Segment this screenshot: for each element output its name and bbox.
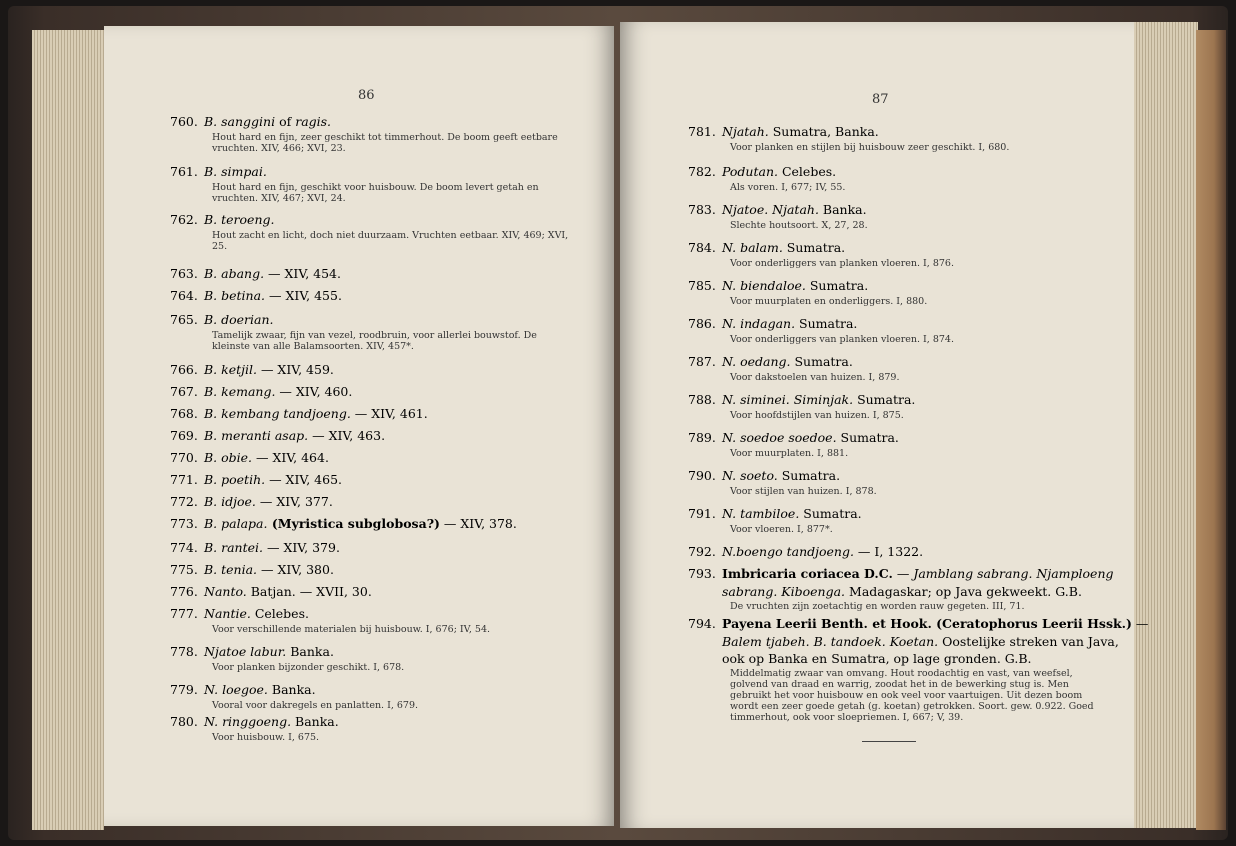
local-name: B. ketjil. bbox=[204, 362, 257, 377]
local-name: N. indagan. bbox=[722, 316, 796, 331]
local-name: B. sanggini bbox=[204, 114, 276, 129]
entry-number: 792. bbox=[688, 544, 716, 559]
entry-line bbox=[170, 472, 342, 487]
entry-description: Voor vloeren. I, 877*. bbox=[730, 524, 833, 535]
entry-number: 767. bbox=[170, 384, 198, 399]
local-name: N. balam. bbox=[722, 240, 783, 255]
entry-description: Hout hard en fijn, zeer geschikt tot timmerhout. De boom geeft eetbare vruchten. XIV, 466; XVI, 23. bbox=[212, 132, 558, 154]
entry-description: Vooral voor dakregels en panlatten. I, 679. bbox=[212, 700, 419, 711]
entry-text: Sumatra. bbox=[805, 278, 869, 293]
entry-text: Sumatra. bbox=[799, 506, 862, 521]
local-name: Nanto. bbox=[204, 584, 247, 599]
entry-line bbox=[170, 406, 428, 421]
entry-number: 790. bbox=[688, 468, 716, 483]
entry-line bbox=[170, 714, 339, 729]
entry-description: Voor planken en stijlen bij huisbouw zeer geschikt. I, 680. bbox=[730, 142, 1010, 153]
entry-number: 791. bbox=[688, 506, 716, 521]
entry-description: Voor hoofdstijlen van huizen. I, 875. bbox=[730, 410, 904, 421]
local-name: B. tenia. bbox=[204, 562, 258, 577]
local-name: B. teroeng. bbox=[204, 212, 275, 227]
local-name: B. meranti asap. bbox=[204, 428, 309, 443]
entry-number: 766. bbox=[170, 362, 198, 377]
local-name: B. palapa. bbox=[204, 516, 268, 531]
entry-text: Sumatra. bbox=[790, 354, 853, 369]
entry-number: 760. bbox=[170, 114, 198, 129]
entry-line bbox=[688, 430, 899, 445]
page-edges-left bbox=[32, 30, 104, 830]
entry-number: 793. bbox=[688, 566, 716, 581]
entry-number: 785. bbox=[688, 278, 716, 293]
local-name: N. ringgoeng. bbox=[204, 714, 292, 729]
entry-line bbox=[170, 494, 333, 509]
local-name: Jamblang sabrang. Njamploeng bbox=[913, 566, 1114, 581]
entry-number: 789. bbox=[688, 430, 716, 445]
entry-line bbox=[688, 392, 915, 407]
entry-number: 779. bbox=[170, 682, 198, 697]
entry-text: Banka. bbox=[291, 714, 339, 729]
entry-description: Voor muurplaten. I, 881. bbox=[730, 448, 849, 459]
local-name: N. soeto. bbox=[722, 468, 778, 483]
entry-text: Celebes. bbox=[250, 606, 309, 621]
local-name: sabrang. Kiboenga. bbox=[722, 584, 846, 599]
entry-description: Hout hard en fijn, geschikt voor huisbouw. De boom levert getah en vruchten. XIV, 467; XVI, 24. bbox=[212, 182, 539, 204]
local-name: Njatoe. Njatah. bbox=[722, 202, 819, 217]
local-name: B. simpai. bbox=[204, 164, 267, 179]
entry-text: Banka. bbox=[818, 202, 867, 217]
entry-text: Sumatra. bbox=[853, 392, 916, 407]
entry-number: 761. bbox=[170, 164, 198, 179]
entry-number: 768. bbox=[170, 406, 198, 421]
entry-text: — bbox=[1131, 616, 1149, 631]
entry-number: 780. bbox=[170, 714, 198, 729]
entry-text: — XIV, 465. bbox=[265, 472, 343, 487]
entry-text: Banka. bbox=[286, 644, 334, 659]
page-number: 86 bbox=[358, 88, 375, 103]
entry-line bbox=[170, 312, 274, 327]
entry-number: 763. bbox=[170, 266, 198, 281]
entry-number: 781. bbox=[688, 124, 716, 139]
local-name: N. soedoe soedoe. bbox=[722, 430, 837, 445]
entry-description: Voor planken bijzonder geschikt. I, 678. bbox=[212, 662, 405, 673]
entry-line bbox=[688, 202, 867, 217]
local-name: B. rantei. bbox=[204, 540, 264, 555]
entry-text: — XIV, 455. bbox=[265, 288, 342, 303]
entry-number: 774. bbox=[170, 540, 198, 555]
local-name: B. abang. bbox=[204, 266, 265, 281]
local-name: Njatoe labur. bbox=[204, 644, 287, 659]
entry-line bbox=[170, 114, 331, 129]
entry-line bbox=[170, 450, 329, 465]
entry-text: Madagaskar; op Java gekweekt. G.B. bbox=[845, 584, 1082, 599]
entry-text: of bbox=[275, 114, 296, 129]
entry-text: — XIV, 379. bbox=[263, 540, 340, 555]
entry-description: Middelmatig zwaar van omvang. Hout roodachtig en vast, van weefsel, golvend van draad en warrig, zoodat het in de bewerking stug is. Men gebruikt het voor huisbouw en ook veel voor vaartuigen. Uit dezen boom wordt een zeer goede getah (g. koetan) getrokken. Soort. gew. 0.922. Goed timmerhout, ook voor sloepriemen. I, 667; V, 39. bbox=[730, 668, 1094, 723]
local-name: Podutan. bbox=[722, 164, 778, 179]
scientific-name: (Myristica subglobosa?) bbox=[267, 516, 440, 531]
entry-line bbox=[170, 682, 316, 697]
entry-line bbox=[170, 644, 334, 659]
local-name: N. tambiloe. bbox=[722, 506, 800, 521]
entry-line bbox=[688, 164, 836, 179]
entry-line bbox=[170, 164, 267, 179]
entry-number: 788. bbox=[688, 392, 716, 407]
entry-text: ook op Banka en Sumatra, op lage gronden. G.B. bbox=[722, 651, 1032, 666]
entry-line bbox=[688, 316, 857, 331]
entry-text: — I, 1322. bbox=[853, 544, 924, 559]
local-name: N. biendaloe. bbox=[722, 278, 806, 293]
entry-line bbox=[688, 544, 923, 559]
entry-text: — XIV, 459. bbox=[256, 362, 334, 377]
entry-line bbox=[170, 266, 341, 281]
entry-line bbox=[722, 584, 1082, 599]
entry-line bbox=[170, 384, 352, 399]
entry-text: Banka. bbox=[267, 682, 316, 697]
local-name: Njatah. bbox=[722, 124, 769, 139]
leather-binding bbox=[1196, 30, 1226, 830]
entry-number: 771. bbox=[170, 472, 198, 487]
local-name: N. siminei. Siminjak. bbox=[722, 392, 854, 407]
local-name: Balem tjabeh. B. tandoek. Koetan. bbox=[722, 634, 939, 649]
entry-text: Sumatra. bbox=[836, 430, 899, 445]
entry-line bbox=[722, 634, 1119, 649]
entry-description: Voor stijlen van huizen. I, 878. bbox=[730, 486, 877, 497]
local-name: B. poetih. bbox=[204, 472, 266, 487]
entry-line bbox=[688, 354, 853, 369]
local-name: B. kembang tandjoeng. bbox=[204, 406, 351, 421]
entry-number: 786. bbox=[688, 316, 716, 331]
entry-line bbox=[170, 428, 385, 443]
entry-number: 777. bbox=[170, 606, 198, 621]
local-name: B. betina. bbox=[204, 288, 266, 303]
entry-line bbox=[688, 468, 840, 483]
entry-text: Sumatra, Banka. bbox=[768, 124, 879, 139]
page-number: 87 bbox=[872, 92, 889, 107]
local-name: N.boengo tandjoeng. bbox=[722, 544, 854, 559]
entry-text: — XIV, 464. bbox=[252, 450, 329, 465]
entry-line bbox=[688, 124, 879, 139]
entry-text: — XIV, 461. bbox=[350, 406, 428, 421]
entry-text: Oostelijke streken van Java, bbox=[938, 634, 1119, 649]
entry-line bbox=[170, 212, 274, 227]
entry-number: 784. bbox=[688, 240, 716, 255]
entry-number: 772. bbox=[170, 494, 198, 509]
local-name: N. loegoe. bbox=[204, 682, 268, 697]
entry-line bbox=[688, 278, 868, 293]
entry-description: Tamelijk zwaar, fijn van vezel, roodbruin, voor allerlei bouwstof. De kleinste van alle Balamsoorten. XIV, 457*. bbox=[212, 330, 537, 352]
entry-text: — bbox=[892, 566, 914, 581]
entry-line bbox=[688, 506, 862, 521]
entry-description: Voor onderliggers van planken vloeren. I, 874. bbox=[730, 334, 954, 345]
entry-number: 775. bbox=[170, 562, 198, 577]
entry-number: 769. bbox=[170, 428, 198, 443]
scientific-name: Payena Leerii Benth. et Hook. (Ceratophorus Leerii Hssk.) bbox=[722, 616, 1132, 631]
entry-description: Voor muurplaten en onderliggers. I, 880. bbox=[730, 296, 928, 307]
entry-line bbox=[170, 288, 342, 303]
entry-number: 783. bbox=[688, 202, 716, 217]
entry-text: — XIV, 454. bbox=[264, 266, 341, 281]
local-name: Nantie. bbox=[204, 606, 251, 621]
entry-line bbox=[170, 562, 334, 577]
entry-line bbox=[688, 616, 1148, 631]
entry-line bbox=[170, 606, 309, 621]
entry-text: — XIV, 460. bbox=[275, 384, 353, 399]
entry-text: Batjan. — XVII, 30. bbox=[246, 584, 372, 599]
local-name: B. idjoe. bbox=[204, 494, 256, 509]
entry-description: Voor huisbouw. I, 675. bbox=[212, 732, 320, 743]
entry-line bbox=[170, 362, 334, 377]
entry-number: 773. bbox=[170, 516, 198, 531]
entry-number: 770. bbox=[170, 450, 198, 465]
entry-number: 778. bbox=[170, 644, 198, 659]
entry-line bbox=[688, 566, 1114, 581]
entry-number: 782. bbox=[688, 164, 716, 179]
entry-description: Slechte houtsoort. X, 27, 28. bbox=[730, 220, 868, 231]
entry-description: Voor onderliggers van planken vloeren. I, 876. bbox=[730, 258, 954, 269]
local-name: B. doerian. bbox=[204, 312, 274, 327]
entry-number: 765. bbox=[170, 312, 198, 327]
entry-number: 762. bbox=[170, 212, 198, 227]
entry-number: 787. bbox=[688, 354, 716, 369]
entry-text: — XIV, 380. bbox=[257, 562, 334, 577]
local-name: ragis. bbox=[295, 114, 332, 129]
entry-text: Sumatra. bbox=[782, 240, 846, 255]
entry-number: 764. bbox=[170, 288, 198, 303]
local-name: N. oedang. bbox=[722, 354, 791, 369]
entry-description: Hout zacht en licht, doch niet duurzaam. Vruchten eetbaar. XIV, 469; XVI, 25. bbox=[212, 230, 569, 252]
entry-text: Sumatra. bbox=[777, 468, 841, 483]
local-name: B. obie. bbox=[204, 450, 253, 465]
entry-description: De vruchten zijn zoetachtig en worden rauw gegeten. III, 71. bbox=[730, 601, 1025, 612]
entry-number: 776. bbox=[170, 584, 198, 599]
entry-text: — XIV, 463. bbox=[308, 428, 386, 443]
entry-text: Celebes. bbox=[777, 164, 837, 179]
entry-number: 794. bbox=[688, 616, 716, 631]
end-rule bbox=[862, 741, 916, 742]
entry-text: — XIV, 377. bbox=[255, 494, 333, 509]
page-edges-right bbox=[1128, 22, 1198, 828]
entry-text: — XIV, 378. bbox=[439, 516, 517, 531]
entry-description: Als voren. I, 677; IV, 55. bbox=[730, 182, 846, 193]
entry-line bbox=[722, 651, 1031, 666]
entry-line bbox=[688, 240, 845, 255]
entry-line bbox=[170, 516, 517, 531]
entry-line bbox=[170, 540, 340, 555]
entry-line bbox=[170, 584, 372, 599]
local-name: B. kemang. bbox=[204, 384, 276, 399]
entry-description: Voor dakstoelen van huizen. I, 879. bbox=[730, 372, 900, 383]
entry-description: Voor verschillende materialen bij huisbouw. I, 676; IV, 54. bbox=[212, 624, 491, 635]
entry-text: Sumatra. bbox=[795, 316, 858, 331]
scientific-name: Imbricaria coriacea D.C. bbox=[722, 566, 893, 581]
